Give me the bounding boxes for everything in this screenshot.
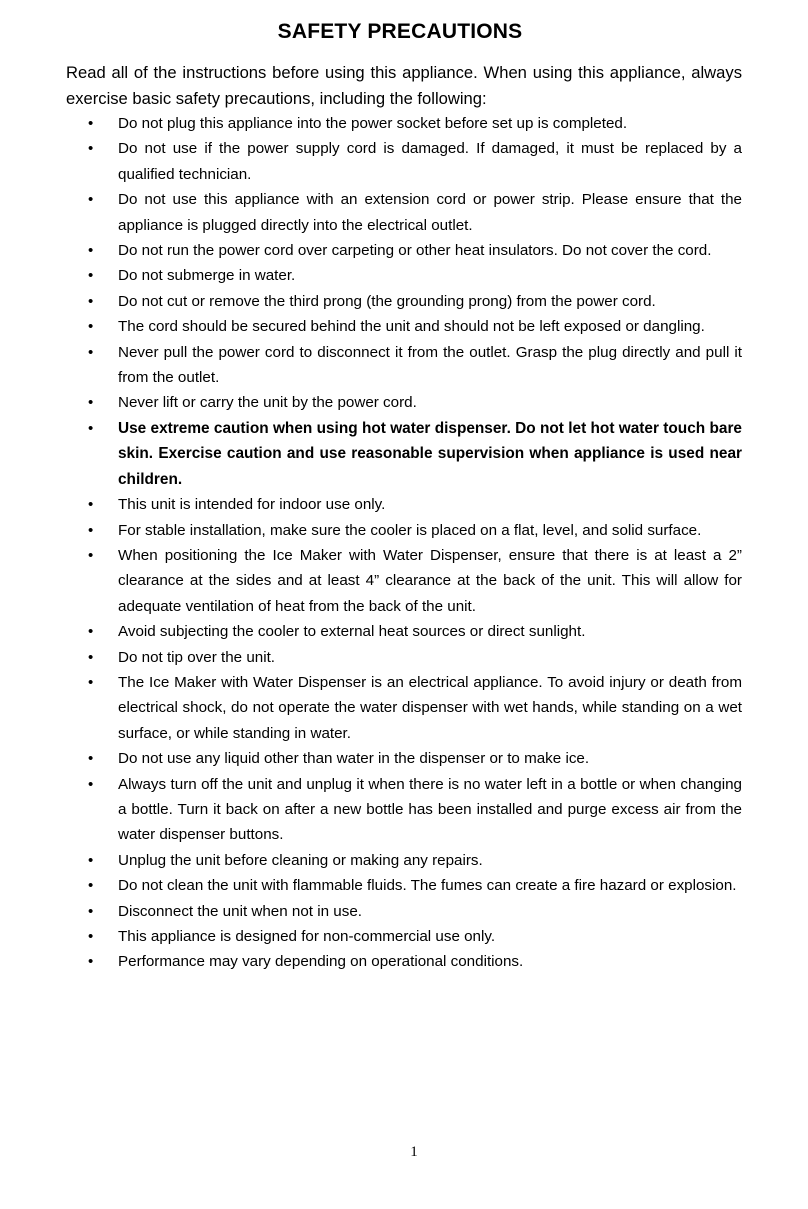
bullet-icon: •: [88, 851, 94, 869]
list-item-text: Do not use if the power supply cord is damaged. If damaged, it must be replaced by a qualified technician.: [118, 140, 742, 183]
list-item-text: Never pull the power cord to disconnect it from the outlet. Grasp the plug directly and pull it from the outlet.: [118, 343, 742, 387]
list-item: [0, 492, 742, 517]
bullet-icon: •: [88, 419, 94, 437]
bullet-icon: •: [88, 902, 94, 920]
bullet-icon: •: [88, 750, 94, 768]
list-item: [0, 645, 742, 670]
list-item: [0, 949, 742, 974]
list-item: [0, 848, 742, 873]
bullet-icon: •: [88, 140, 94, 158]
list-item-text: When positioning the Ice Maker with Water Dispenser, ensure that there is at least a 2” clearance at the sides and at least 4” clearance at the back of the unit. This will allow for adequate ventilation of heat from the back of the unit.: [118, 546, 742, 615]
bullet-icon: •: [88, 623, 94, 641]
list-item: [0, 873, 742, 898]
bullet-icon: •: [88, 496, 94, 514]
bullet-icon: •: [88, 292, 94, 310]
page-number: 1: [410, 1144, 418, 1160]
bullet-icon: •: [88, 546, 94, 564]
list-item-text: The cord should be secured behind the unit and should not be left exposed or dangling.: [118, 318, 705, 336]
bullet-icon: •: [88, 191, 94, 209]
list-item-text: For stable installation, make sure the cooler is placed on a flat, level, and solid surface.: [118, 521, 702, 539]
list-item-text: Avoid subjecting the cooler to external heat sources or direct sunlight.: [118, 623, 586, 641]
list-item-text: Do not use this appliance with an extension cord or power strip. Please ensure that the appliance is plugged directly into the electrical outlet.: [118, 191, 742, 234]
list-item-text: Do not plug this appliance into the power socket before set up is completed.: [118, 115, 628, 132]
list-item: [0, 187, 742, 238]
bullet-icon: •: [88, 648, 94, 666]
list-item: [0, 263, 742, 288]
list-item-text: This appliance is designed for non-commercial use only.: [118, 928, 496, 945]
list-item-text: Do not use any liquid other than water in the dispenser or to make ice.: [118, 750, 590, 768]
list-item: [0, 416, 742, 492]
list-item-text: Performance may vary depending on operational conditions.: [118, 953, 524, 971]
list-item-text: Unplug the unit before cleaning or making any repairs.: [118, 851, 483, 869]
list-item-text: The Ice Maker with Water Dispenser is an electrical appliance. To avoid injury or death from electrical shock, do not operate the water dispenser with wet hands, while standing on a wet surface, or while standing in water.: [118, 673, 742, 742]
list-item: [0, 390, 742, 415]
bullet-icon: •: [88, 877, 94, 895]
list-item: [0, 772, 742, 848]
bullet-icon: •: [88, 318, 94, 336]
list-item-text: Do not cut or remove the third prong (the grounding prong) from the power cord.: [118, 292, 656, 310]
list-item-text: Use extreme caution when using hot water dispenser. Do not let hot water touch bare skin. Exercise caution and use reasonable supervision when appliance is used near children.: [118, 419, 742, 488]
list-item: [0, 340, 742, 391]
list-item: [0, 289, 742, 314]
list-item-text: Do not clean the unit with flammable fluids. The fumes can create a fire hazard or explosion.: [118, 877, 737, 895]
list-item: [0, 518, 742, 543]
list-item-text: This unit is intended for indoor use only.: [118, 496, 386, 514]
list-item: [0, 111, 742, 136]
list-item: [0, 136, 742, 187]
bullet-icon: •: [88, 115, 94, 132]
bullet-icon: •: [88, 953, 94, 971]
bullet-icon: •: [88, 394, 94, 412]
list-item: [0, 238, 742, 263]
bullet-icon: •: [88, 928, 94, 945]
bullet-icon: •: [88, 775, 94, 793]
page-title: SAFETY PRECAUTIONS: [277, 20, 523, 43]
bullet-icon: •: [88, 521, 94, 539]
list-item: [0, 924, 742, 949]
list-item: [0, 314, 742, 339]
precautions-list: [0, 111, 808, 975]
list-item: [0, 746, 742, 771]
list-item-text: Always turn off the unit and unplug it when there is no water left in a bottle or when changing a bottle. Turn it back on after a new bottle has been installed and purge excess air from the water dispenser buttons.: [118, 775, 742, 844]
bullet-icon: •: [88, 267, 94, 285]
list-item-text: Disconnect the unit when not in use.: [118, 902, 362, 920]
list-item-text: Never lift or carry the unit by the power cord.: [118, 394, 417, 412]
bullet-icon: •: [88, 673, 94, 691]
list-item: [0, 619, 742, 644]
list-item: [0, 899, 742, 924]
bullet-icon: •: [88, 242, 94, 260]
list-item-text: Do not run the power cord over carpeting or other heat insulators. Do not cover the cord.: [118, 242, 712, 260]
list-item-text: Do not tip over the unit.: [118, 648, 276, 666]
list-item-text: Do not submerge in water.: [118, 267, 296, 285]
list-item: [0, 543, 742, 619]
intro-paragraph: Read all of the instructions before using this appliance. When using this appliance, always exercise basic safety precautions, including the following:: [66, 63, 742, 108]
bullet-icon: •: [88, 343, 94, 361]
list-item: [0, 670, 742, 746]
